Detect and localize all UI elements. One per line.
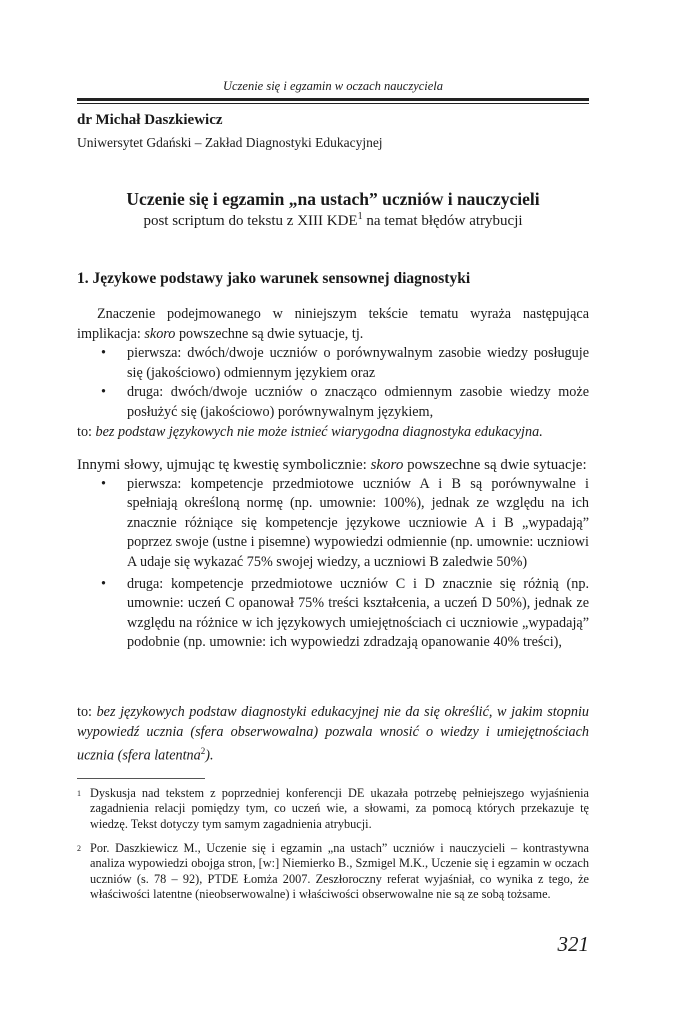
paragraph-2-text-end: powszechne są dwie sytuacje:	[403, 457, 587, 473]
footnote-number: 2	[77, 844, 81, 853]
footnote-2	[77, 841, 589, 902]
paragraph-2-emphasis: skoro	[370, 457, 404, 473]
header-rule-thin	[77, 103, 589, 104]
section-heading: 1. Językowe podstawy jako warunek sensownej diagnostyki	[77, 270, 471, 287]
footnote-text: Por. Daszkiewicz M., Uczenie się i egzamin „na ustach” uczniów i nauczycieli – kontrastywna analiza wypowiedzi obojga stron, [w:] Niemierko B., Szmigel M.K., Uczenie się i egzamin w oczach uczniów (s. 78 – 92), PTDE Łomża 2007. Zeszłoroczny referat wyjaśniał, co wynika z tego, że właściwości latentne (nieobserwowalne) i właściwości obserwowalne nie są ze sobą tożsame.	[90, 841, 589, 901]
author-name: dr Michał Daszkiewicz	[77, 112, 223, 128]
conclusion-1-prefix: to:	[77, 423, 96, 440]
conclusion-2-prefix: to:	[77, 704, 97, 720]
conclusion-1-text: bez podstaw językowych nie może istnieć wiarygodna diagnostyka edukacyjna.	[95, 423, 543, 440]
subtitle-text-end: na temat błędów atrybucji	[362, 213, 523, 229]
list-item-text: pierwsza: kompetencje przedmiotowe uczniów A i B są porównywalne i spełniają określoną normę (np. umownie: 100%), jednak ze względu na ich znacznie różniące się kompetencje językowe uczniowie A i B „wypadają” poprzez swoje (ustne i pisemne) wypowiedzi odmiennie (np. umownie: uczniowi A udaje się wykazać 75% swojej wiedzy, a uczniowi B zaledwie 50%)	[127, 475, 589, 570]
paragraph-2-text: Innymi słowy, ujmując tę kwestię symbolicznie:	[77, 457, 371, 473]
footnote-ref-1: 1	[357, 211, 363, 222]
paragraph-2	[77, 456, 589, 476]
section-body-1	[77, 305, 589, 442]
bullet-list-2	[77, 475, 589, 653]
article-subtitle	[77, 211, 589, 230]
list-item	[77, 383, 589, 422]
list-item-text: druga: kompetencje przedmiotowe uczniów C i D znacznie się różnią (np. umownie: uczeń C opanował 75% treści kształcenia, a uczeń D 50%), jednak ze względu na różnice w ich językowych umiejętnościach ci uczniowie „wypadają” podobnie (np. umownie: ich wypowiedzi zdradzają opanowanie 40% treści),	[127, 575, 589, 651]
page-number: 321	[557, 932, 589, 956]
paragraph-1-text-end: powszechne są dwie sytuacje, tj.	[175, 325, 364, 342]
list-item-text: pierwsza: dwóch/dwoje uczniów o porównywalnym zasobie wiedzy posługuje się (jakościowo) odmiennym językiem oraz	[127, 345, 589, 381]
bullet-icon: •	[101, 575, 106, 592]
list-item	[77, 344, 589, 383]
list-item	[77, 575, 589, 653]
footnote-separator	[77, 778, 205, 779]
conclusion-1	[77, 423, 589, 443]
footnote-text: Dyskusja nad tekstem z poprzedniej konferencji DE ukazała potrzebę pełniejszego wyjaśnienia zagadnienia relacji pomiędzy tym, co uczeń wie, a słowami, za pomocą których przekazuje tę wiedzę. Tekst dotyczy tym samym zagadnienia atrybucji.	[90, 786, 589, 831]
article-title: Uczenie się i egzamin „na ustach” uczniów i nauczycieli	[126, 189, 540, 209]
bullet-icon: •	[101, 384, 106, 401]
conclusion-2-text: bez językowych podstaw diagnostyki edukacyjnej nie da się określić, w jakim stopniu wypowiedź ucznia (sfera obserwowalna) pozwala wnosić o wiedzy i umiejętnościach ucznia (sfera latentna	[77, 704, 589, 764]
paragraph-1-text: Znaczenie podejmowanego w niniejszym tekście tematu wyraża następująca implikacja:	[77, 306, 589, 342]
bullet-icon: •	[101, 475, 106, 492]
conclusion-2	[77, 703, 589, 767]
footnote-1	[77, 786, 589, 832]
list-item-text: druga: dwóch/dwoje uczniów o znacząco odmiennym zasobie wiedzy może posłużyć się (jakościowo) porównywalnym językiem,	[127, 384, 589, 420]
paragraph-1	[77, 305, 589, 344]
running-head: Uczenie się i egzamin w oczach nauczyciela	[222, 79, 444, 93]
subtitle-text: post scriptum do tekstu z XIII KDE	[143, 213, 358, 229]
section-body-2	[77, 456, 589, 653]
header-rule-thick	[77, 98, 589, 101]
footnote-number: 1	[77, 789, 81, 798]
bullet-icon: •	[101, 345, 106, 362]
list-item	[77, 475, 589, 573]
footnote-ref-2: 2	[200, 746, 206, 757]
conclusion-2-end: ).	[205, 747, 214, 764]
paragraph-1-emphasis: skoro	[144, 325, 176, 342]
bullet-list-1	[77, 344, 589, 422]
author-affiliation: Uniwersytet Gdański – Zakład Diagnostyki Edukacyjnej	[77, 135, 383, 150]
